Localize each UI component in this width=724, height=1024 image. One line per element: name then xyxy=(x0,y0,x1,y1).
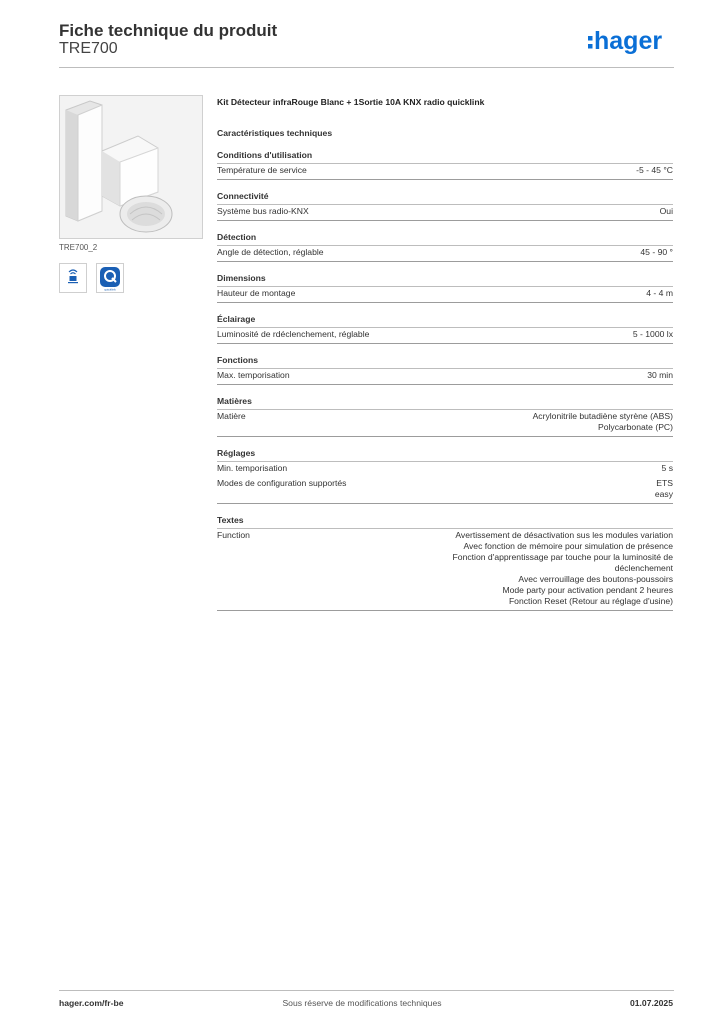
spec-rows xyxy=(217,328,673,344)
spec-rows xyxy=(217,164,673,180)
spec-value: déclenchement xyxy=(614,563,673,573)
spec-label: Hauteur de montage xyxy=(217,288,296,298)
spec-values xyxy=(417,247,673,258)
spec-values xyxy=(417,370,673,381)
spec-row xyxy=(217,477,673,503)
spec-values xyxy=(417,288,673,299)
spec-group-title: Matières xyxy=(217,396,673,410)
spec-values xyxy=(417,165,673,176)
spec-group xyxy=(217,314,673,344)
spec-value: 5 s xyxy=(661,463,673,473)
brand-logo-text: hager xyxy=(594,27,663,55)
page-title: Fiche technique du produit xyxy=(59,21,278,40)
footer-divider xyxy=(59,990,674,991)
spec-value: 30 min xyxy=(647,370,673,380)
product-photo xyxy=(59,95,203,239)
spec-values xyxy=(417,478,673,500)
spec-group-title: Fonctions xyxy=(217,355,673,369)
spec-group xyxy=(217,150,673,180)
spec-values xyxy=(417,206,673,217)
section-title: Caractéristiques techniques xyxy=(217,128,333,138)
spec-value: Mode party pour activation pendant 2 heures xyxy=(502,585,673,595)
spec-values xyxy=(417,463,673,474)
spec-rows xyxy=(217,529,673,611)
spec-rows xyxy=(217,246,673,262)
spec-value: Avertissement de désactivation sus les modules variation xyxy=(455,530,673,540)
spec-row xyxy=(217,410,673,436)
photo-caption: TRE700_2 xyxy=(59,243,98,252)
spec-row xyxy=(217,246,673,261)
footer-disclaimer: Sous réserve de modifications techniques xyxy=(282,998,442,1008)
quicklink-badge xyxy=(96,263,124,293)
spec-label: Min. temporisation xyxy=(217,463,288,473)
radio-icon xyxy=(60,264,86,292)
spec-values xyxy=(417,530,673,607)
spec-value: Avec verrouillage des boutons-poussoirs xyxy=(518,574,673,584)
spec-label: Angle de détection, réglable xyxy=(217,247,324,257)
spec-group-title: Textes xyxy=(217,515,673,529)
spec-value: Oui xyxy=(659,206,673,216)
spec-value: 5 - 1000 lx xyxy=(632,329,673,339)
quicklink-icon xyxy=(97,264,123,292)
spec-group xyxy=(217,232,673,262)
spec-rows xyxy=(217,287,673,303)
spec-label: Max. temporisation xyxy=(217,370,290,380)
product-title: Kit Détecteur infraRouge Blanc + 1Sortie 10A KNX radio quicklink xyxy=(217,97,485,107)
spec-rows xyxy=(217,410,673,437)
spec-rows xyxy=(217,205,673,221)
spec-value: ETS xyxy=(656,478,673,488)
spec-group xyxy=(217,273,673,303)
spec-row xyxy=(217,205,673,220)
spec-group-title: Dimensions xyxy=(217,273,673,287)
spec-group xyxy=(217,396,673,437)
spec-label: Modes de configuration supportés xyxy=(217,478,347,488)
spec-groups xyxy=(217,150,673,611)
radio-badge xyxy=(59,263,87,293)
spec-values xyxy=(417,329,673,340)
spec-value: 4 - 4 m xyxy=(646,288,673,298)
spec-value: easy xyxy=(654,489,673,499)
spec-group-title: Réglages xyxy=(217,448,673,462)
spec-value: Fonction Reset (Retour au réglage d'usine) xyxy=(508,596,673,606)
spec-value: Polycarbonate (PC) xyxy=(598,422,673,432)
spec-label: Function xyxy=(217,530,250,540)
spec-group xyxy=(217,191,673,221)
spec-group-title: Connectivité xyxy=(217,191,673,205)
spec-value: Acrylonitrile butadiène styrène (ABS) xyxy=(532,411,673,421)
spec-label: Système bus radio-KNX xyxy=(217,206,309,216)
spec-label: Matière xyxy=(217,411,246,421)
spec-group xyxy=(217,355,673,385)
spec-group-title: Conditions d'utilisation xyxy=(217,150,673,164)
spec-group-title: Détection xyxy=(217,232,673,246)
spec-value: -5 - 45 °C xyxy=(636,165,673,175)
spec-row xyxy=(217,328,673,343)
spec-values xyxy=(417,411,673,433)
spec-row xyxy=(217,164,673,179)
spec-row xyxy=(217,369,673,384)
spec-row xyxy=(217,529,673,610)
product-reference: TRE700 xyxy=(59,40,118,57)
spec-row xyxy=(217,462,673,477)
spec-label: Température de service xyxy=(217,165,307,175)
header-divider xyxy=(59,67,674,68)
spec-rows xyxy=(217,369,673,385)
spec-group xyxy=(217,448,673,504)
spec-value: Fonction d'apprentissage par touche pour la luminosité de xyxy=(452,552,673,562)
footer-date: 01.07.2025 xyxy=(629,998,673,1008)
specifications xyxy=(217,97,673,611)
spec-value: 45 - 90 ° xyxy=(640,247,673,257)
spec-rows xyxy=(217,462,673,504)
spec-row xyxy=(217,287,673,302)
hager-logo xyxy=(588,27,674,57)
spec-value: Avec fonction de mémoire pour simulation de présence xyxy=(463,541,673,551)
footer-website: hager.com/fr-be xyxy=(59,998,124,1008)
quicklink-label: quicklink xyxy=(104,287,116,292)
spec-label: Luminosité de rdéclenchement, réglable xyxy=(217,329,370,339)
spec-group xyxy=(217,515,673,611)
spec-group-title: Éclairage xyxy=(217,314,673,328)
